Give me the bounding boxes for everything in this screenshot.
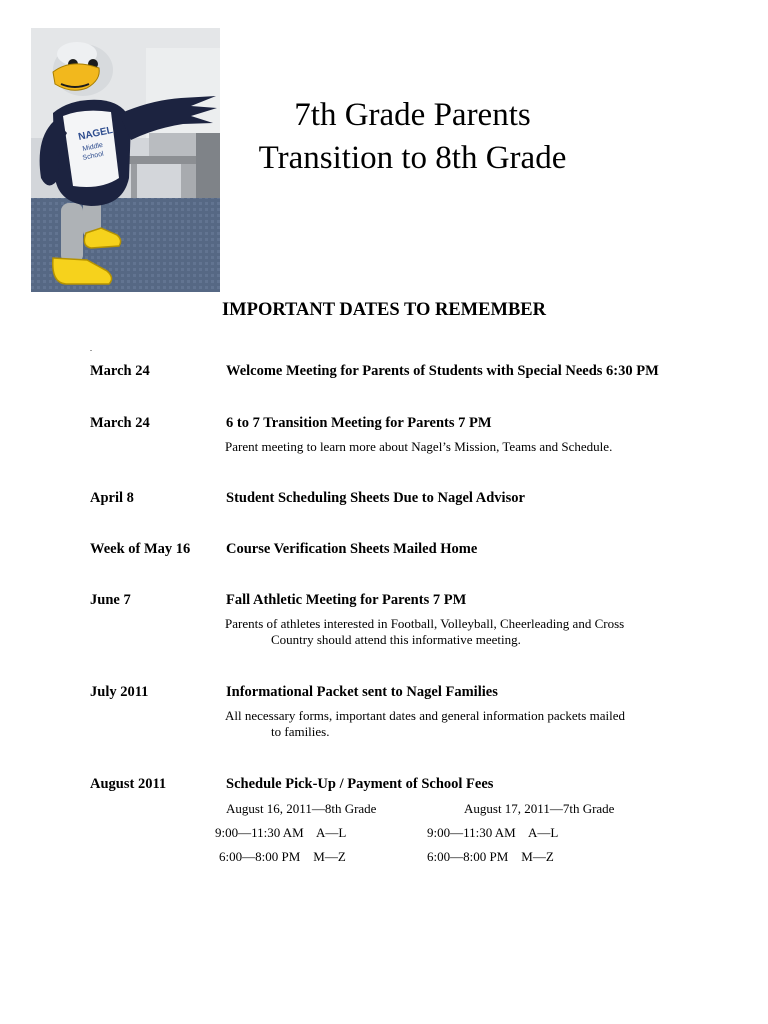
event-date: July 2011	[90, 684, 149, 700]
event-date: Week of May 16	[90, 541, 191, 557]
schedule-row: 6:00—8:00 PM M—Z	[219, 849, 346, 864]
title-line-1: 7th Grade Parents	[294, 97, 531, 133]
event-date: April 8	[90, 490, 134, 506]
event-description	[225, 708, 665, 740]
event-title: Course Verification Sheets Mailed Home	[226, 541, 478, 557]
section-heading: IMPORTANT DATES TO REMEMBER	[221, 300, 546, 320]
event-title: Fall Athletic Meeting for Parents 7 PM	[226, 592, 467, 608]
event-date: August 2011	[90, 776, 167, 792]
mascot-illustration	[31, 28, 220, 292]
schedule-heading-7th: August 17, 2011—7th Grade	[464, 801, 615, 816]
event-title: Informational Packet sent to Nagel Families	[226, 684, 498, 700]
schedule-row: 6:00—8:00 PM M—Z	[427, 849, 554, 864]
event-description-line: to families.	[271, 724, 330, 739]
event-description	[225, 616, 665, 648]
stray-mark: .	[90, 344, 92, 353]
schedule-heading-8th: August 16, 2011—8th Grade	[226, 801, 377, 816]
event-title: Student Scheduling Sheets Due to Nagel Advisor	[226, 490, 525, 506]
schedule-row: 9:00—11:30 AM A—L	[215, 825, 347, 840]
page-title	[225, 94, 600, 180]
event-date: June 7	[90, 592, 131, 608]
event-title: Schedule Pick-Up / Payment of School Fees	[226, 776, 494, 792]
schedule-row: 9:00—11:30 AM A—L	[427, 825, 559, 840]
event-title: Welcome Meeting for Parents of Students with Special Needs 6:30 PM	[226, 363, 659, 379]
svg-text:NAGEL: NAGEL	[77, 124, 114, 143]
event-description: Parent meeting to learn more about Nagel’s Mission, Teams and Schedule.	[225, 439, 613, 454]
event-date: March 24	[90, 363, 150, 379]
event-description-line: All necessary forms, important dates and general information packets mailed	[225, 708, 625, 723]
mascot-photo	[31, 28, 220, 292]
event-date: March 24	[90, 415, 150, 431]
event-title: 6 to 7 Transition Meeting for Parents 7 PM	[226, 415, 492, 431]
svg-text:School: School	[81, 150, 105, 162]
svg-text:Middle: Middle	[81, 141, 104, 153]
event-description-line: Parents of athletes interested in Football, Volleyball, Cheerleading and Cross	[225, 616, 625, 631]
title-line-2: Transition to 8th Grade	[258, 140, 567, 176]
event-description-line: Country should attend this informative meeting.	[271, 632, 521, 647]
